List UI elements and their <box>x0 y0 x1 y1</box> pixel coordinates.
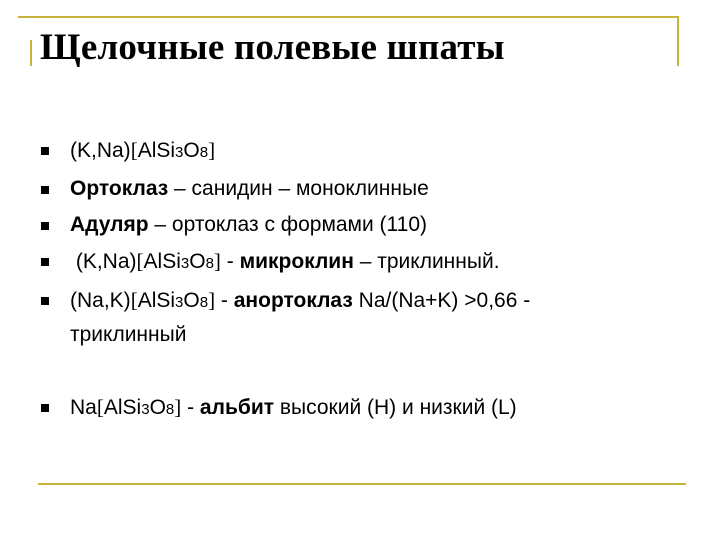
formula-o-count: 8 <box>199 144 209 161</box>
formula-o: O <box>189 250 206 273</box>
formula-si-count: 3 <box>175 294 184 311</box>
formula-o: O <box>183 289 200 312</box>
formula-o: O <box>183 139 200 162</box>
formula-close-bracket: ] <box>208 138 216 162</box>
formula-close-bracket: ] <box>208 288 216 312</box>
square-bullet-icon <box>41 404 49 412</box>
square-bullet-icon <box>41 258 49 266</box>
square-bullet-icon <box>41 297 49 305</box>
list-item-microcline <box>40 243 680 282</box>
formula-o: O <box>149 396 166 419</box>
formula-alsi: AlSi <box>137 289 176 312</box>
formula-cation: Na <box>70 396 97 419</box>
formula-close-bracket: ] <box>213 249 221 273</box>
mineral-name: Ортоклаз <box>70 177 169 200</box>
item-text-continuation: триклинный <box>70 323 187 346</box>
formula-alsi: AlSi <box>143 250 181 273</box>
list-item-anorthoclase <box>40 282 680 353</box>
formula-alsi: AlSi <box>103 396 142 419</box>
mineral-name: микроклин <box>239 250 354 273</box>
square-bullet-icon <box>41 222 49 230</box>
formula-si-count: 3 <box>141 401 150 418</box>
item-separator: - <box>220 250 240 273</box>
item-text: – триклинный. <box>353 250 500 273</box>
frame-right-line <box>677 16 679 66</box>
formula-open-bracket: [ <box>136 249 144 273</box>
formula-close-bracket: ] <box>174 395 182 419</box>
formula-cation: (K,Na) <box>70 139 131 162</box>
list-item-orthoclase <box>40 171 680 207</box>
formula-cation: (K,Na) <box>70 250 137 273</box>
formula-o-count: 8 <box>205 255 214 272</box>
frame-bottom-line <box>38 483 686 485</box>
item-text: высокий (H) и низкий (L) <box>274 396 517 419</box>
mineral-name: альбит <box>199 396 275 419</box>
mineral-name: анортоклаз <box>233 289 353 312</box>
formula-open-bracket: [ <box>96 395 104 419</box>
frame-top-line <box>18 16 678 18</box>
square-bullet-icon <box>41 147 49 155</box>
list-item-formula-kna <box>40 132 680 171</box>
item-separator: - <box>215 289 234 312</box>
item-text: – санидин – моноклинные <box>168 177 429 200</box>
list-item-albite <box>40 389 680 428</box>
formula-open-bracket: [ <box>130 138 138 162</box>
formula-alsi: AlSi <box>137 139 176 162</box>
formula-si-count: 3 <box>180 255 190 272</box>
item-text: Na/(Na+K) >0,66 - <box>352 289 531 312</box>
formula-o-count: 8 <box>165 401 175 418</box>
formula-cation: (Na,K) <box>70 289 131 312</box>
formula-o-count: 8 <box>199 294 209 311</box>
bullet-list <box>40 132 680 428</box>
item-separator: - <box>181 396 200 419</box>
slide-title: Щелочные полевые шпаты <box>40 27 505 68</box>
formula-si-count: 3 <box>175 144 184 161</box>
mineral-name: Адуляр <box>70 213 149 236</box>
frame-left-line <box>30 40 32 66</box>
list-item-adularia <box>40 207 680 243</box>
square-bullet-icon <box>41 186 49 194</box>
item-text: – ортоклаз с формами (110) <box>148 213 428 236</box>
formula-open-bracket: [ <box>130 288 138 312</box>
